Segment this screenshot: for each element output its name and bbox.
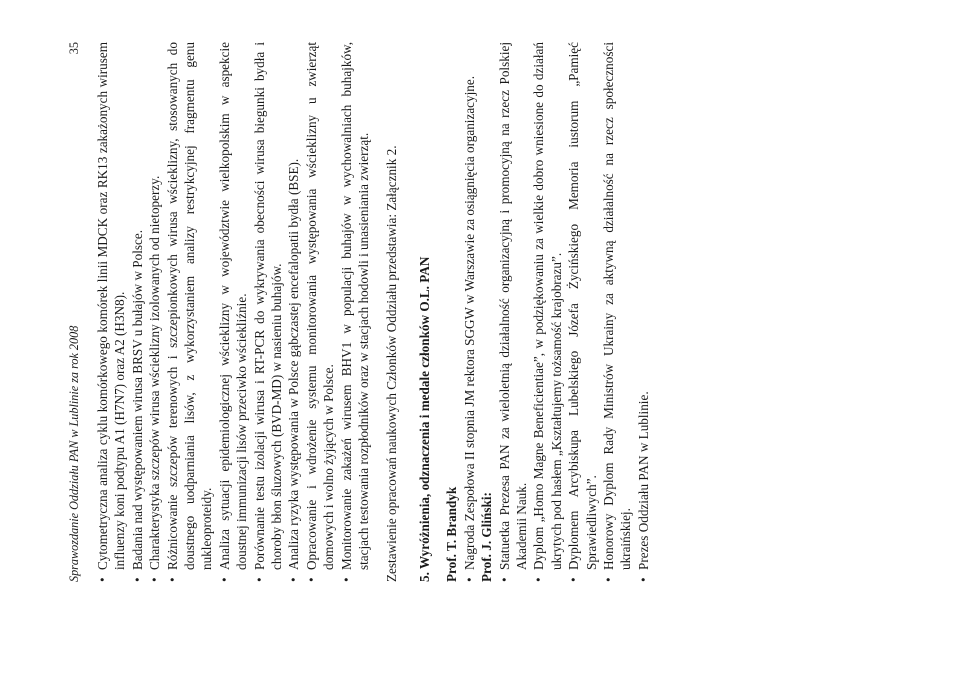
list-item: • Nagroda Zespołowa II stopnia JM rektora SGGW w Warszawie za osiągnięcia organizacyjne. [461,42,478,582]
list-item: • Różnicowanie szczepów terenowych i szczepionkowych wirusa wścieklizny, stosowanych do doustnego uodparniania lisów, z wykorzystaniem analizy restrykcyjnej fragmentu genu nukleoproteidy. [164,42,216,582]
person-name: Prof. T. Brandyk [444,486,460,582]
list-item: • Dyplom „Homo Magne Beneficientiae”, w podziękowaniu za wielkie dobro wniesione do działań ukrytych pod hasłem „Kształtujemy tożsamość krajobrazu”. [530,42,565,582]
awards-list [496,42,653,582]
list-item: • Badania nad występowaniem wirusa BRSV u bułajów w Polsce. [129,42,146,582]
list-item: • Prezes Oddziału PAN w Lublinie. [635,42,652,582]
person-name: Prof. J. Gliński: [479,492,495,582]
list-item: • Statuetka Prezesa PAN za wieloletnią działalność organizacyjną i promocyjną na rzecz Polskiej Akademii Nauk. [496,42,531,582]
running-title: Sprawozdanie Oddziału PAN w Lublinie za rok 2008 [67,325,81,582]
summary-paragraph: Zestawienie opracowań naukowych Członków Oddziału przedstawia: Załącznik 2. [383,145,399,582]
list-item: • Cytometryczna analiza cyklu komórkowego komórek linii MDCK oraz RK13 zakażonych wirusem influenzy koni podtypu A1 (H7N7) oraz A2 (H3N8). [94,42,129,582]
list-item: • Charakterystyka szczepów wirusa wścieklizny izolowanych od nietoperzy. [146,42,163,582]
list-item: • Analiza ryzyka występowania w Polsce gąbczastej encefalopatii bydła (BSE). [285,42,302,582]
list-item: • Porównanie testu izolacji wirusa i RT-PCR do wykrywania obecności wirusa biegunki bydła i choroby błon śluzowych (BVD-MD) w nasieniu buhajów. [251,42,286,582]
list-item: • Monitorowanie zakażeń wirusem BHV1 w populacji buhajów w wychowalniach buhajków, stacjach testowania rozpłodników oraz w stacjach hodowli i unasieniania zwierząt. [338,42,373,582]
awards-list [461,42,478,582]
page-body [94,42,652,582]
section-heading: 5. Wyróżnienia, odznaczenia i medale członków O.L. PAN [416,256,432,582]
research-topics-list [94,42,373,582]
page-number: 35 [67,42,81,55]
list-item: • Opracowanie i wdrożenie systemu monitorowania występowania wścieklizny u zwierząt domowych i wolno żyjących w Polsce. [303,42,338,582]
list-item: • Analiza sytuacji epidemiologicznej wścieklizny w województwie wielkopolskim w aspekcie doustnej immunizacji lisów przeciwko wściekliźnie. [216,42,251,582]
list-item: • Honorowy Dyplom Rady Ministrów Ukrainy za aktywną działalność na rzecz społeczności ukraińskiej. [600,42,635,582]
running-head [66,42,84,582]
list-item: • Dyplomem Arcybiskupa Lubelskiego Józefa Życińskiego Memoria iustorum „Pamięć Sprawiedliwych”. [565,42,600,582]
